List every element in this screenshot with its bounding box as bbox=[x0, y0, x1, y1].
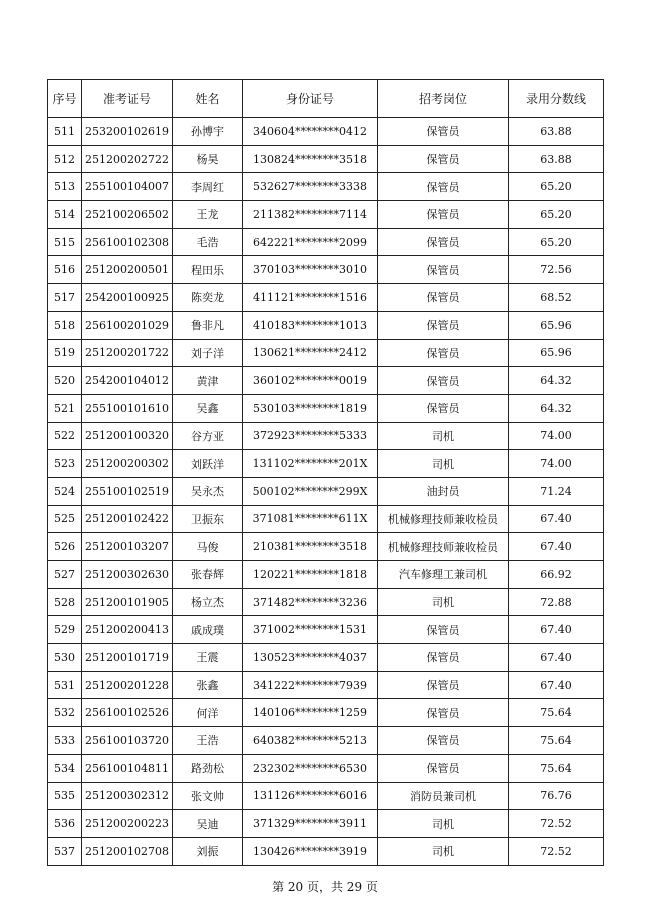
cell-exam-ticket-number: 251200200223 bbox=[82, 810, 173, 838]
cell-cutoff-score: 64.32 bbox=[509, 367, 604, 395]
cell-position: 汽车修理工兼司机 bbox=[378, 561, 509, 589]
table-row bbox=[48, 367, 604, 395]
cell-name: 吴永杰 bbox=[173, 477, 243, 505]
cell-serial-number: 532 bbox=[48, 699, 82, 727]
cell-cutoff-score: 65.96 bbox=[509, 311, 604, 339]
cell-position: 保管员 bbox=[378, 754, 509, 782]
table-row bbox=[48, 394, 604, 422]
cell-exam-ticket-number: 253200102619 bbox=[82, 118, 173, 146]
cell-serial-number: 524 bbox=[48, 477, 82, 505]
cell-id-number: 410183********1013 bbox=[243, 311, 378, 339]
cell-cutoff-score: 67.40 bbox=[509, 533, 604, 561]
cell-serial-number: 530 bbox=[48, 644, 82, 672]
page-number: 第 20 页，共 29 页 bbox=[272, 880, 378, 894]
table-row bbox=[48, 782, 604, 810]
cell-position: 保管员 bbox=[378, 173, 509, 201]
cell-serial-number: 525 bbox=[48, 505, 82, 533]
table-row bbox=[48, 505, 604, 533]
header-position: 招考岗位 bbox=[378, 80, 509, 118]
table-row bbox=[48, 561, 604, 589]
table-row bbox=[48, 256, 604, 284]
cell-position: 司机 bbox=[378, 810, 509, 838]
cell-exam-ticket-number: 251200102708 bbox=[82, 837, 173, 865]
cell-id-number: 370103********3010 bbox=[243, 256, 378, 284]
cell-serial-number: 514 bbox=[48, 201, 82, 229]
table-row bbox=[48, 422, 604, 450]
cell-exam-ticket-number: 251200302630 bbox=[82, 561, 173, 589]
cell-name: 王浩 bbox=[173, 727, 243, 755]
cell-serial-number: 521 bbox=[48, 394, 82, 422]
header-exam-ticket-number: 准考证号 bbox=[82, 80, 173, 118]
cell-name: 张文帅 bbox=[173, 782, 243, 810]
cell-position: 保管员 bbox=[378, 284, 509, 312]
cell-exam-ticket-number: 255100104007 bbox=[82, 173, 173, 201]
table-row bbox=[48, 644, 604, 672]
table-row bbox=[48, 533, 604, 561]
table-row bbox=[48, 754, 604, 782]
cell-id-number: 131102********201X bbox=[243, 450, 378, 478]
table-header-row bbox=[48, 80, 604, 118]
cell-serial-number: 512 bbox=[48, 145, 82, 173]
cell-cutoff-score: 65.20 bbox=[509, 201, 604, 229]
cell-id-number: 130523********4037 bbox=[243, 644, 378, 672]
cell-cutoff-score: 65.96 bbox=[509, 339, 604, 367]
cell-position: 保管员 bbox=[378, 644, 509, 672]
table-row bbox=[48, 616, 604, 644]
cell-serial-number: 513 bbox=[48, 173, 82, 201]
cell-id-number: 530103********1819 bbox=[243, 394, 378, 422]
cell-position: 保管员 bbox=[378, 671, 509, 699]
cell-position: 机械修理技师兼收检员 bbox=[378, 505, 509, 533]
table-row bbox=[48, 145, 604, 173]
cell-exam-ticket-number: 254200100925 bbox=[82, 284, 173, 312]
table-body bbox=[48, 118, 604, 866]
cell-exam-ticket-number: 251200200501 bbox=[82, 256, 173, 284]
cell-id-number: 131126********6016 bbox=[243, 782, 378, 810]
cell-cutoff-score: 72.56 bbox=[509, 256, 604, 284]
cell-exam-ticket-number: 251200200413 bbox=[82, 616, 173, 644]
cell-name: 杨立杰 bbox=[173, 588, 243, 616]
header-name: 姓名 bbox=[173, 80, 243, 118]
cell-cutoff-score: 72.52 bbox=[509, 810, 604, 838]
cell-cutoff-score: 67.40 bbox=[509, 644, 604, 672]
cell-cutoff-score: 67.40 bbox=[509, 505, 604, 533]
table-row bbox=[48, 810, 604, 838]
cell-exam-ticket-number: 256100103720 bbox=[82, 727, 173, 755]
cell-id-number: 140106********1259 bbox=[243, 699, 378, 727]
cell-exam-ticket-number: 256100102526 bbox=[82, 699, 173, 727]
cell-position: 司机 bbox=[378, 450, 509, 478]
cell-serial-number: 516 bbox=[48, 256, 82, 284]
header-serial-number: 序号 bbox=[48, 80, 82, 118]
cell-cutoff-score: 68.52 bbox=[509, 284, 604, 312]
cell-id-number: 642221********2099 bbox=[243, 228, 378, 256]
cell-name: 吴鑫 bbox=[173, 394, 243, 422]
table-row bbox=[48, 228, 604, 256]
table-row bbox=[48, 477, 604, 505]
cell-exam-ticket-number: 251200101719 bbox=[82, 644, 173, 672]
cell-id-number: 411121********1516 bbox=[243, 284, 378, 312]
cell-serial-number: 534 bbox=[48, 754, 82, 782]
cell-exam-ticket-number: 256100104811 bbox=[82, 754, 173, 782]
cell-position: 保管员 bbox=[378, 118, 509, 146]
cell-exam-ticket-number: 254200104012 bbox=[82, 367, 173, 395]
cell-name: 李周红 bbox=[173, 173, 243, 201]
cell-position: 保管员 bbox=[378, 727, 509, 755]
cell-position: 保管员 bbox=[378, 145, 509, 173]
cell-exam-ticket-number: 251200201228 bbox=[82, 671, 173, 699]
cell-name: 刘子洋 bbox=[173, 339, 243, 367]
cell-position: 保管员 bbox=[378, 367, 509, 395]
cell-cutoff-score: 74.00 bbox=[509, 450, 604, 478]
cell-cutoff-score: 76.76 bbox=[509, 782, 604, 810]
table-row bbox=[48, 450, 604, 478]
cell-id-number: 371482********3236 bbox=[243, 588, 378, 616]
cell-cutoff-score: 75.64 bbox=[509, 699, 604, 727]
cell-id-number: 341222********7939 bbox=[243, 671, 378, 699]
cell-id-number: 210381********3518 bbox=[243, 533, 378, 561]
cell-position: 司机 bbox=[378, 422, 509, 450]
header-cutoff-score: 录用分数线 bbox=[509, 80, 604, 118]
cell-cutoff-score: 71.24 bbox=[509, 477, 604, 505]
cell-exam-ticket-number: 251200202722 bbox=[82, 145, 173, 173]
admission-results-table bbox=[47, 79, 604, 866]
cell-name: 戚成璞 bbox=[173, 616, 243, 644]
cell-position: 保管员 bbox=[378, 311, 509, 339]
cell-name: 王震 bbox=[173, 644, 243, 672]
cell-position: 保管员 bbox=[378, 616, 509, 644]
cell-position: 消防员兼司机 bbox=[378, 782, 509, 810]
cell-cutoff-score: 65.20 bbox=[509, 173, 604, 201]
cell-id-number: 500102********299X bbox=[243, 477, 378, 505]
cell-serial-number: 537 bbox=[48, 837, 82, 865]
cell-cutoff-score: 74.00 bbox=[509, 422, 604, 450]
cell-position: 保管员 bbox=[378, 394, 509, 422]
table-row bbox=[48, 201, 604, 229]
cell-name: 杨昊 bbox=[173, 145, 243, 173]
cell-exam-ticket-number: 252100206502 bbox=[82, 201, 173, 229]
cell-name: 吴迪 bbox=[173, 810, 243, 838]
cell-cutoff-score: 65.20 bbox=[509, 228, 604, 256]
cell-serial-number: 519 bbox=[48, 339, 82, 367]
table-row bbox=[48, 588, 604, 616]
cell-name: 孙博宇 bbox=[173, 118, 243, 146]
cell-serial-number: 515 bbox=[48, 228, 82, 256]
cell-position: 保管员 bbox=[378, 201, 509, 229]
cell-serial-number: 518 bbox=[48, 311, 82, 339]
cell-id-number: 371002********1531 bbox=[243, 616, 378, 644]
cell-id-number: 371329********3911 bbox=[243, 810, 378, 838]
table-row bbox=[48, 727, 604, 755]
cell-id-number: 130824********3518 bbox=[243, 145, 378, 173]
cell-id-number: 371081********611X bbox=[243, 505, 378, 533]
cell-id-number: 372923********5333 bbox=[243, 422, 378, 450]
cell-serial-number: 511 bbox=[48, 118, 82, 146]
table-row bbox=[48, 671, 604, 699]
cell-name: 何洋 bbox=[173, 699, 243, 727]
cell-name: 程田乐 bbox=[173, 256, 243, 284]
cell-exam-ticket-number: 255100102519 bbox=[82, 477, 173, 505]
cell-cutoff-score: 72.52 bbox=[509, 837, 604, 865]
cell-position: 保管员 bbox=[378, 699, 509, 727]
cell-cutoff-score: 67.40 bbox=[509, 616, 604, 644]
cell-cutoff-score: 66.92 bbox=[509, 561, 604, 589]
cell-id-number: 340604********0412 bbox=[243, 118, 378, 146]
cell-exam-ticket-number: 251200201722 bbox=[82, 339, 173, 367]
cell-id-number: 640382********5213 bbox=[243, 727, 378, 755]
cell-id-number: 211382********7114 bbox=[243, 201, 378, 229]
table-row bbox=[48, 284, 604, 312]
cell-exam-ticket-number: 255100101610 bbox=[82, 394, 173, 422]
cell-serial-number: 520 bbox=[48, 367, 82, 395]
cell-id-number: 532627********3338 bbox=[243, 173, 378, 201]
cell-position: 保管员 bbox=[378, 228, 509, 256]
cell-serial-number: 533 bbox=[48, 727, 82, 755]
cell-name: 张春辉 bbox=[173, 561, 243, 589]
cell-position: 司机 bbox=[378, 837, 509, 865]
cell-position: 机械修理技师兼收检员 bbox=[378, 533, 509, 561]
cell-name: 鲁非凡 bbox=[173, 311, 243, 339]
cell-exam-ticket-number: 251200101905 bbox=[82, 588, 173, 616]
cell-id-number: 360102********0019 bbox=[243, 367, 378, 395]
cell-name: 张鑫 bbox=[173, 671, 243, 699]
cell-exam-ticket-number: 251200103207 bbox=[82, 533, 173, 561]
cell-exam-ticket-number: 251200102422 bbox=[82, 505, 173, 533]
table-row bbox=[48, 339, 604, 367]
cell-exam-ticket-number: 251200100320 bbox=[82, 422, 173, 450]
cell-exam-ticket-number: 256100201029 bbox=[82, 311, 173, 339]
cell-cutoff-score: 75.64 bbox=[509, 754, 604, 782]
cell-name: 刘振 bbox=[173, 837, 243, 865]
cell-id-number: 232302********6530 bbox=[243, 754, 378, 782]
cell-name: 路劲松 bbox=[173, 754, 243, 782]
cell-cutoff-score: 64.32 bbox=[509, 394, 604, 422]
cell-exam-ticket-number: 256100102308 bbox=[82, 228, 173, 256]
cell-id-number: 130426********3919 bbox=[243, 837, 378, 865]
cell-cutoff-score: 75.64 bbox=[509, 727, 604, 755]
cell-serial-number: 528 bbox=[48, 588, 82, 616]
cell-name: 王龙 bbox=[173, 201, 243, 229]
cell-name: 谷方亚 bbox=[173, 422, 243, 450]
cell-serial-number: 523 bbox=[48, 450, 82, 478]
cell-name: 刘跃洋 bbox=[173, 450, 243, 478]
cell-name: 陈奕龙 bbox=[173, 284, 243, 312]
cell-serial-number: 517 bbox=[48, 284, 82, 312]
cell-position: 保管员 bbox=[378, 339, 509, 367]
header-id-number: 身份证号 bbox=[243, 80, 378, 118]
cell-name: 黄津 bbox=[173, 367, 243, 395]
cell-serial-number: 529 bbox=[48, 616, 82, 644]
cell-exam-ticket-number: 251200200302 bbox=[82, 450, 173, 478]
cell-serial-number: 522 bbox=[48, 422, 82, 450]
table-row bbox=[48, 837, 604, 865]
cell-cutoff-score: 67.40 bbox=[509, 671, 604, 699]
cell-serial-number: 526 bbox=[48, 533, 82, 561]
cell-cutoff-score: 63.88 bbox=[509, 145, 604, 173]
table-row bbox=[48, 173, 604, 201]
cell-cutoff-score: 63.88 bbox=[509, 118, 604, 146]
cell-serial-number: 535 bbox=[48, 782, 82, 810]
table-row bbox=[48, 699, 604, 727]
cell-id-number: 130621********2412 bbox=[243, 339, 378, 367]
cell-name: 马俊 bbox=[173, 533, 243, 561]
table-row bbox=[48, 311, 604, 339]
table-row bbox=[48, 118, 604, 146]
cell-cutoff-score: 72.88 bbox=[509, 588, 604, 616]
cell-position: 司机 bbox=[378, 588, 509, 616]
cell-serial-number: 531 bbox=[48, 671, 82, 699]
cell-position: 油封员 bbox=[378, 477, 509, 505]
cell-serial-number: 527 bbox=[48, 561, 82, 589]
cell-position: 保管员 bbox=[378, 256, 509, 284]
cell-serial-number: 536 bbox=[48, 810, 82, 838]
cell-name: 卫振东 bbox=[173, 505, 243, 533]
cell-id-number: 120221********1818 bbox=[243, 561, 378, 589]
cell-name: 毛浩 bbox=[173, 228, 243, 256]
cell-exam-ticket-number: 251200302312 bbox=[82, 782, 173, 810]
